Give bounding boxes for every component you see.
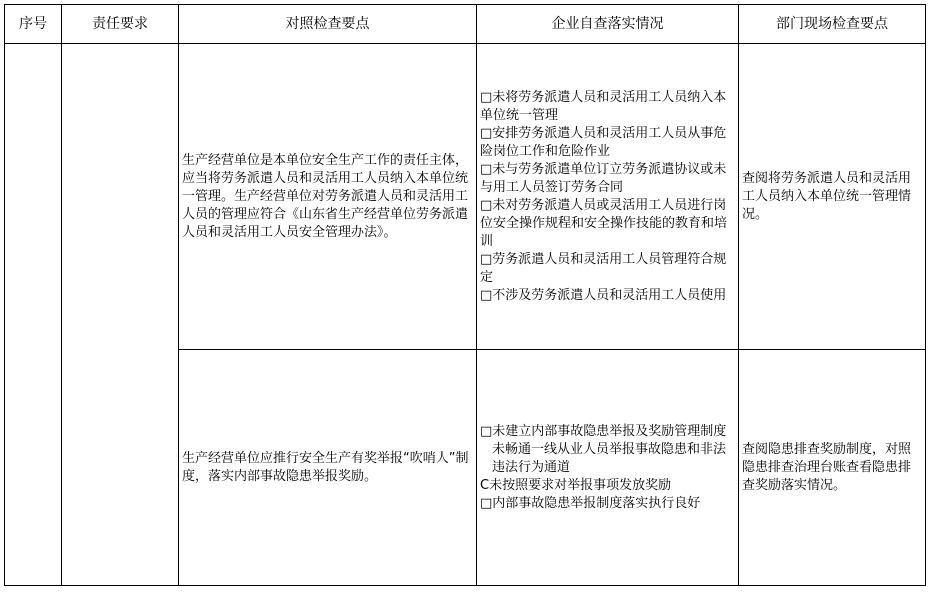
header-row bbox=[5, 5, 926, 44]
self-check-item: □未对劳务派遣人员或灵活用工人员进行岗位安全操作规程和安全操作技能的教育和培训 bbox=[480, 197, 728, 249]
table-row bbox=[5, 44, 926, 350]
check-point-text: 生产经营单位是本单位安全生产工作的责任主体，应当将劳务派遣人员和灵活用工人员纳入本单位统一管理。生产经营单位对劳务派遣人员和灵活用工人员的管理应符合《山东省生产经营单位劳务派遣人员和灵活用工人员安全管理办法》。 bbox=[182, 152, 469, 240]
header-check-point: 对照检查要点 bbox=[179, 5, 477, 44]
self-check-item: □未将劳务派遣人员和灵活用工人员纳入本单位统一管理 bbox=[480, 89, 727, 123]
self-check-item: C未按照要求对举报事项发放奖励 bbox=[480, 477, 672, 493]
header-responsibility: 责任要求 bbox=[62, 5, 179, 44]
self-check-item: □劳务派遣人员和灵活用工人员管理符合规定 bbox=[480, 251, 727, 285]
responsibility-cell bbox=[62, 44, 179, 586]
dept-check-text: 查阅隐患排查奖励制度，对照隐患排查治理台账查看隐患排查奖励落实情况。 bbox=[742, 441, 912, 493]
header-dept-check: 部门现场检查要点 bbox=[739, 5, 926, 44]
self-check-cell bbox=[477, 350, 739, 586]
self-check-item: □未建立内部事故隐患举报及奖励管理制度 bbox=[480, 423, 727, 439]
self-check-item: □内部事故隐患举报制度落实执行良好 bbox=[480, 495, 701, 511]
inspection-table bbox=[4, 4, 926, 586]
dept-check-text: 查阅将劳务派遣人员和灵活用工人员纳入本单位统一管理情况。 bbox=[742, 170, 912, 222]
header-self-check: 企业自查落实情况 bbox=[477, 5, 739, 44]
dept-check-cell bbox=[739, 44, 926, 350]
header-serial: 序号 bbox=[5, 5, 62, 44]
serial-cell bbox=[5, 44, 62, 586]
self-check-item: □未与劳务派遣单位订立劳务派遣协议或未与用工人员签订劳务合同 bbox=[480, 161, 727, 195]
self-check-item: 未畅通一线从业人员举报事故隐患和非法违法行为通道 bbox=[492, 441, 727, 475]
check-point-cell bbox=[179, 44, 477, 350]
check-point-cell bbox=[179, 350, 477, 586]
self-check-item: □不涉及劳务派遣人员和灵活用工人员使用 bbox=[480, 287, 727, 303]
self-check-cell bbox=[477, 44, 739, 350]
dept-check-cell bbox=[739, 350, 926, 586]
self-check-item: □安排劳务派遣人员和灵活用工人员从事危险岗位工作和危险作业 bbox=[480, 125, 727, 159]
check-point-text: 生产经营单位应推行安全生产有奖举报“吹哨人”制度，落实内部事故隐患举报奖励。 bbox=[182, 450, 469, 484]
